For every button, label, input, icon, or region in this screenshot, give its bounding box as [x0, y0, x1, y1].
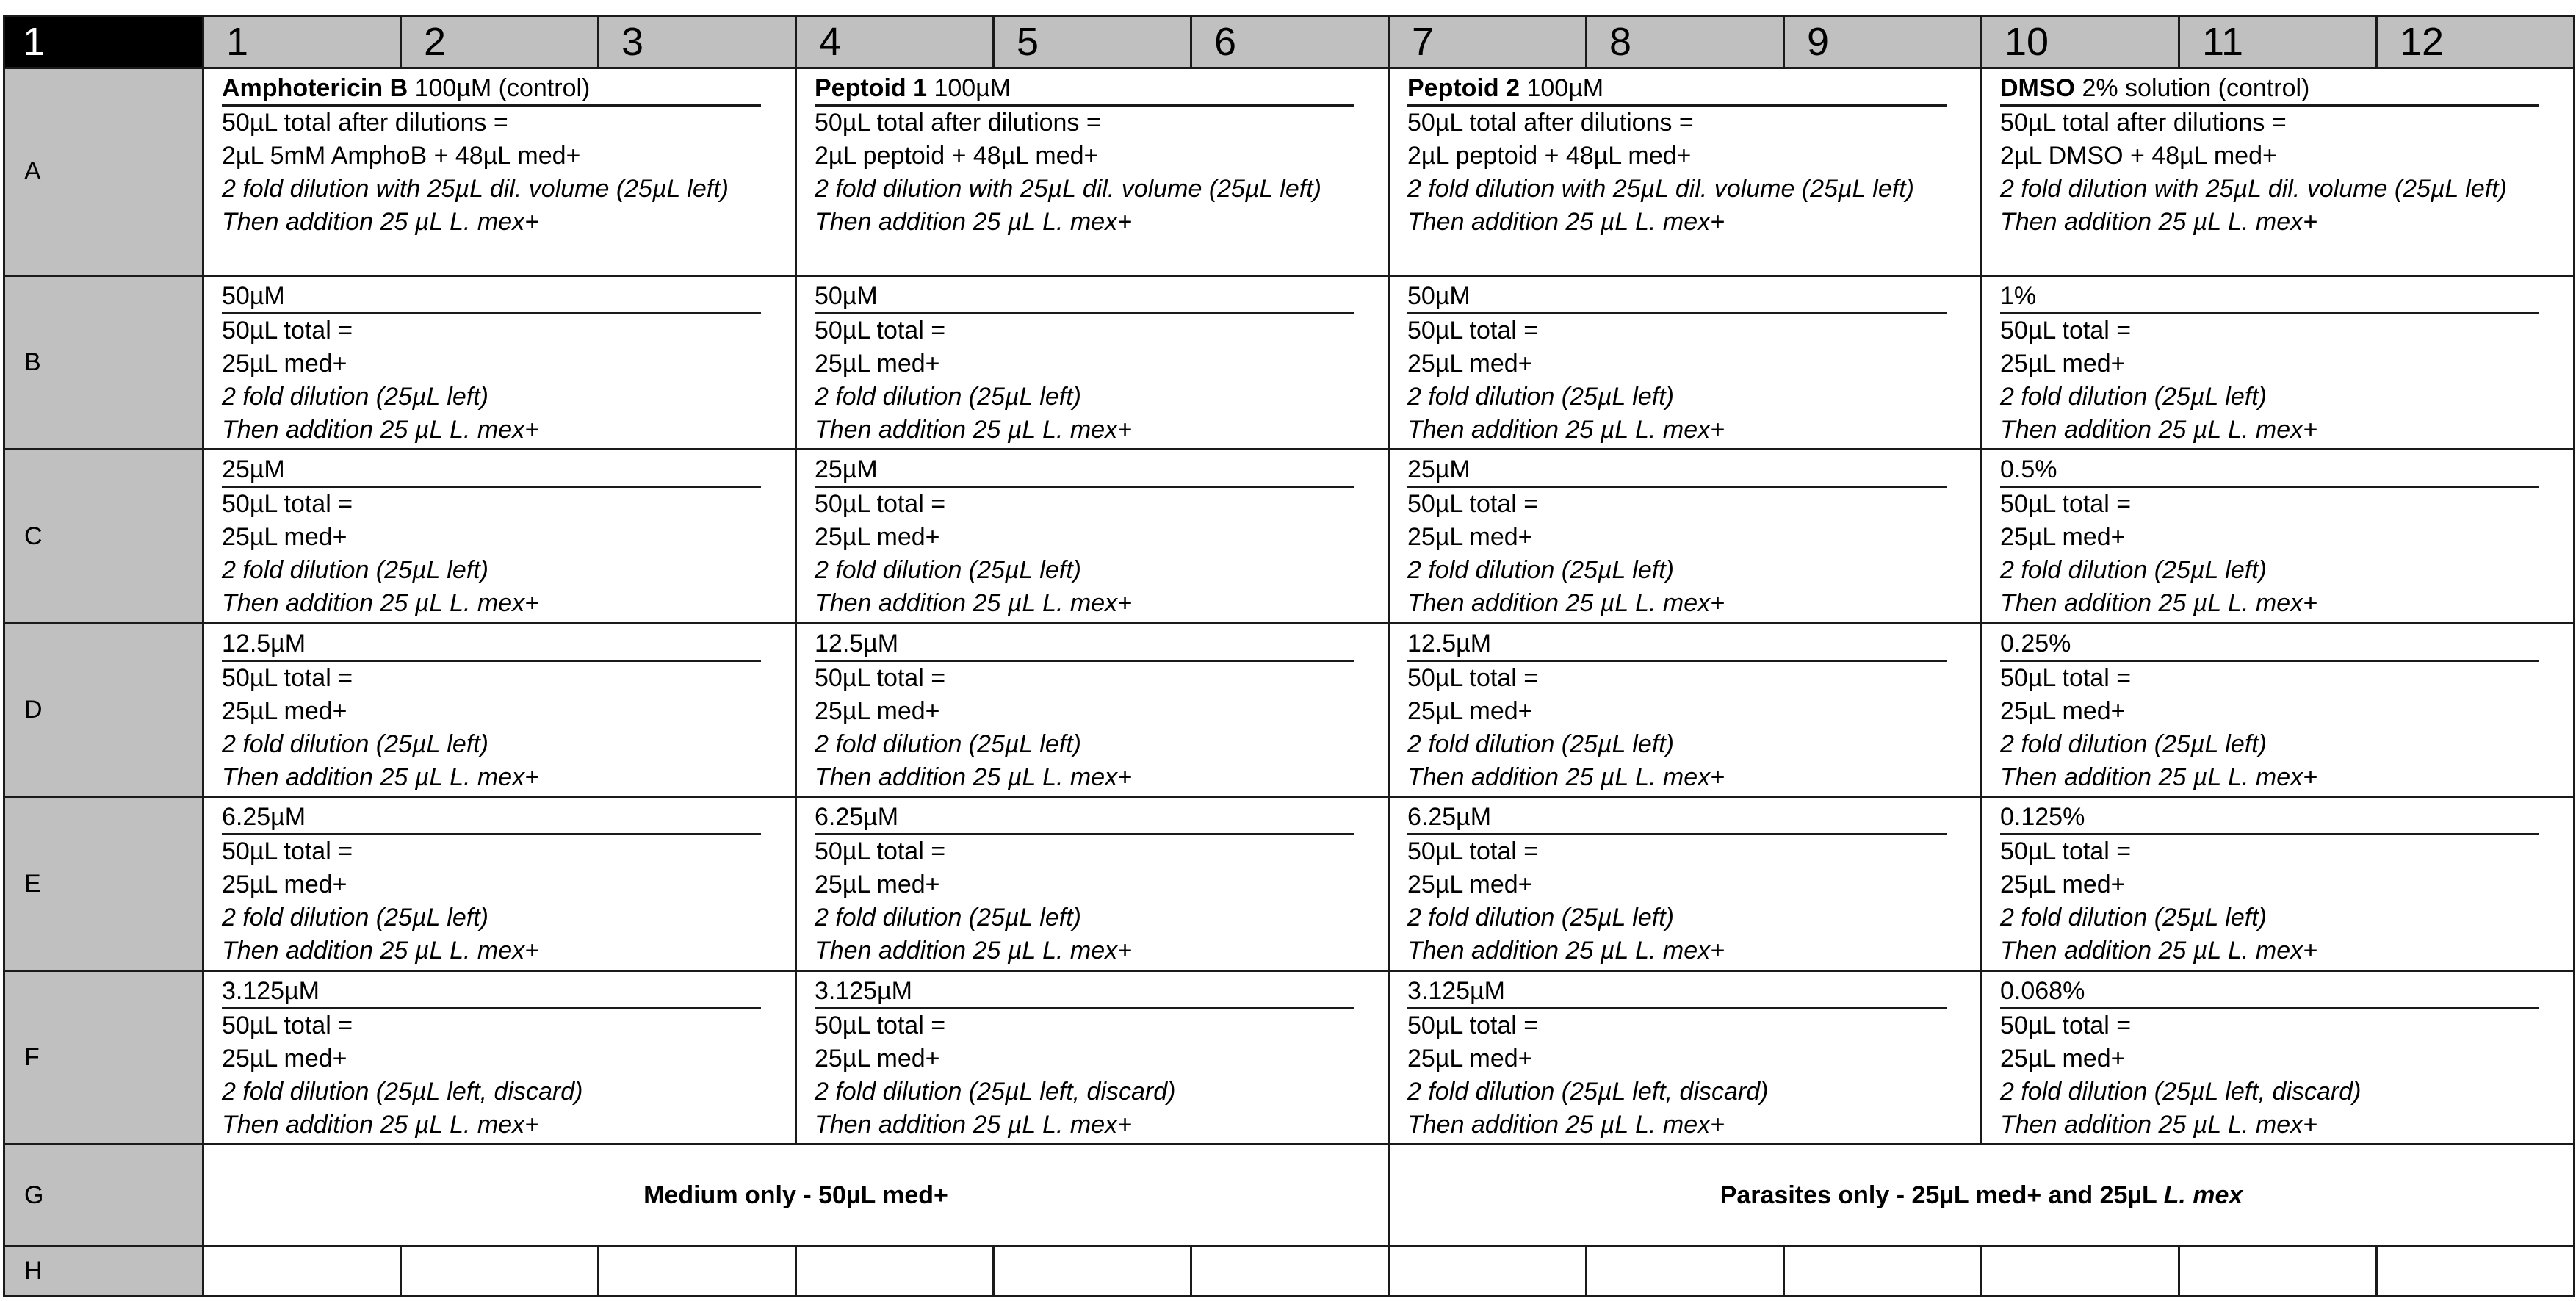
well-line: 25µL med+: [815, 349, 940, 378]
well-line: 25µL med+: [1407, 871, 1533, 899]
well-line: 2 fold dilution (25µL left): [1407, 729, 1674, 758]
well-line: 2 fold dilution (25µL left): [815, 729, 1081, 758]
well-concentration: 6.25µM: [222, 801, 761, 835]
well-line: 50µL total after dilutions =: [2000, 109, 2287, 137]
well-line: 25µL med+: [1407, 349, 1533, 378]
well-group-amphotericin-b: [203, 68, 796, 276]
well-line: 25µL med+: [1407, 696, 1533, 725]
well-concentration: 6.25µM: [1407, 801, 1947, 835]
well-line: 25µL med+: [815, 1044, 940, 1073]
well-concentration: 25µM: [1407, 453, 1947, 488]
well-group-peptoid-1: [796, 970, 1389, 1145]
well-group-dmso: [1982, 623, 2575, 797]
row-label: G: [4, 1145, 203, 1246]
well-concentration: 12.5µM: [1407, 627, 1947, 662]
well-group-dmso: [1982, 450, 2575, 624]
well-group-dmso: [1982, 970, 2575, 1145]
well-line: 2 fold dilution (25µL left): [2000, 556, 2267, 585]
well-concentration: 50µM: [1407, 280, 1947, 314]
well-concentration: Peptoid 2 100µM: [1407, 72, 1947, 107]
well-group-peptoid-2: [1389, 623, 1982, 797]
well-line: Then addition 25 µL L. mex+: [815, 1110, 1132, 1139]
well-line: 50µL total after dilutions =: [815, 109, 1101, 137]
well-line: 2µL 5mM AmphoB + 48µL med+: [222, 142, 581, 170]
column-header: 7: [1389, 16, 1587, 68]
well-line: 50µL total =: [2000, 490, 2132, 519]
empty-well: [994, 1246, 1191, 1296]
well-line: 2 fold dilution (25µL left): [815, 382, 1081, 411]
plate-row-f: [4, 970, 2575, 1145]
well-group-peptoid-2: [1389, 450, 1982, 624]
well-line: 2µL DMSO + 48µL med+: [2000, 142, 2277, 170]
plate-row-g: [4, 1145, 2575, 1246]
well-line: 2 fold dilution (25µL left): [815, 556, 1081, 585]
well-line: 50µL total =: [2000, 316, 2132, 345]
column-header: 12: [2377, 16, 2575, 68]
well-line: 25µL med+: [815, 696, 940, 725]
column-header: 11: [2179, 16, 2377, 68]
well-line: Then addition 25 µL L. mex+: [2000, 208, 2317, 237]
well-line: 25µL med+: [222, 1044, 347, 1073]
well-line: 50µL total =: [1407, 490, 1539, 519]
well-line: Then addition 25 µL L. mex+: [815, 415, 1132, 444]
well-line: 50µL total =: [222, 663, 353, 692]
well-concentration: 25µM: [222, 453, 761, 488]
well-group-dmso: [1982, 797, 2575, 971]
plate-row-h: [4, 1246, 2575, 1296]
well-line: 50µL total after dilutions =: [1407, 109, 1694, 137]
well-line: Then addition 25 µL L. mex+: [1407, 589, 1725, 618]
well-group-amphotericin-b: [203, 797, 796, 971]
well-group-peptoid-2: [1389, 275, 1982, 450]
plate-layout-table: [3, 15, 2575, 1297]
well-line: 2 fold dilution (25µL left): [2000, 904, 2267, 932]
well-line: 2 fold dilution (25µL left): [222, 382, 488, 411]
well-line: Then addition 25 µL L. mex+: [1407, 1110, 1725, 1139]
empty-well: [401, 1246, 599, 1296]
well-line: Then addition 25 µL L. mex+: [1407, 415, 1725, 444]
well-line: 50µL total =: [815, 1011, 946, 1039]
well-line: 50µL total =: [1407, 316, 1539, 345]
well-line: 2 fold dilution with 25µL dil. volume (25µL left): [222, 175, 729, 203]
well-line: 2 fold dilution (25µL left): [1407, 382, 1674, 411]
well-concentration: Peptoid 1 100µM: [815, 72, 1354, 107]
empty-well: [1982, 1246, 2179, 1296]
empty-well: [1389, 1246, 1587, 1296]
well-line: Then addition 25 µL L. mex+: [222, 763, 539, 791]
well-group-peptoid-2: [1389, 970, 1982, 1145]
well-line: 2 fold dilution with 25µL dil. volume (25µL left): [815, 175, 1321, 203]
well-line: Then addition 25 µL L. mex+: [1407, 208, 1725, 237]
well-line: 2 fold dilution (25µL left, discard): [815, 1077, 1176, 1106]
well-group-peptoid-1: [796, 450, 1389, 624]
plate-row-e: [4, 797, 2575, 971]
well-line: 50µL total =: [222, 837, 353, 866]
well-line: 2 fold dilution (25µL left, discard): [222, 1077, 583, 1106]
empty-well: [796, 1246, 994, 1296]
well-group-peptoid-1: [796, 275, 1389, 450]
well-group-peptoid-1: [796, 68, 1389, 276]
well-group-dmso: [1982, 68, 2575, 276]
column-header: 5: [994, 16, 1191, 68]
well-line: Then addition 25 µL L. mex+: [815, 208, 1132, 237]
corner-cell: 1: [4, 16, 203, 68]
plate-row-c: [4, 450, 2575, 624]
well-line: 25µL med+: [2000, 349, 2126, 378]
well-line: 50µL total =: [222, 490, 353, 519]
empty-well: [599, 1246, 796, 1296]
well-line: 25µL med+: [222, 349, 347, 378]
well-concentration: 50µM: [222, 280, 761, 314]
well-line: 25µL med+: [815, 871, 940, 899]
well-line: 25µL med+: [222, 871, 347, 899]
well-concentration: Amphotericin B 100µM (control): [222, 72, 761, 107]
well-line: 50µL total =: [2000, 1011, 2132, 1039]
well-line: 25µL med+: [1407, 1044, 1533, 1073]
well-group-amphotericin-b: [203, 450, 796, 624]
well-line: 2 fold dilution with 25µL dil. volume (25µL left): [2000, 175, 2507, 203]
well-line: 2 fold dilution (25µL left, discard): [1407, 1077, 1769, 1106]
well-concentration: DMSO 2% solution (control): [2000, 72, 2539, 107]
well-line: Then addition 25 µL L. mex+: [2000, 937, 2317, 965]
empty-well: [2179, 1246, 2377, 1296]
well-line: Then addition 25 µL L. mex+: [1407, 763, 1725, 791]
column-header: 8: [1587, 16, 1784, 68]
column-header: 2: [401, 16, 599, 68]
row-label: E: [4, 797, 203, 971]
well-line: 50µL total =: [2000, 663, 2132, 692]
compound-name: Amphotericin B: [222, 74, 408, 103]
well-concentration: 50µM: [815, 280, 1354, 314]
column-header: 1: [203, 16, 401, 68]
empty-well: [203, 1246, 401, 1296]
well-concentration: 12.5µM: [222, 627, 761, 662]
compound-name: Peptoid 1: [815, 74, 928, 103]
well-line: Then addition 25 µL L. mex+: [1407, 937, 1725, 965]
compound-name: Peptoid 2: [1407, 74, 1520, 103]
well-line: 2µL peptoid + 48µL med+: [1407, 142, 1692, 170]
well-concentration: 3.125µM: [815, 975, 1354, 1009]
empty-well: [2377, 1246, 2575, 1296]
well-line: Then addition 25 µL L. mex+: [222, 208, 539, 237]
well-line: 50µL total =: [1407, 837, 1539, 866]
medium-only-cell: Medium only - 50µL med+: [203, 1145, 1389, 1246]
well-line: 25µL med+: [222, 523, 347, 552]
well-line: Then addition 25 µL L. mex+: [222, 1110, 539, 1139]
well-group-amphotericin-b: [203, 623, 796, 797]
well-group-peptoid-2: [1389, 797, 1982, 971]
empty-well: [1784, 1246, 1982, 1296]
well-line: Then addition 25 µL L. mex+: [2000, 589, 2317, 618]
species-name: L. mex: [2163, 1181, 2243, 1209]
well-line: 2 fold dilution with 25µL dil. volume (25µL left): [1407, 175, 1914, 203]
well-line: 50µL total =: [2000, 837, 2132, 866]
well-line: 2 fold dilution (25µL left): [2000, 382, 2267, 411]
well-concentration: 3.125µM: [222, 975, 761, 1009]
column-header: 4: [796, 16, 994, 68]
well-concentration: 3.125µM: [1407, 975, 1947, 1009]
column-header: 6: [1191, 16, 1389, 68]
well-group-peptoid-1: [796, 797, 1389, 971]
plate-row-a: [4, 68, 2575, 276]
well-line: 25µL med+: [2000, 871, 2126, 899]
well-concentration: 25µM: [815, 453, 1354, 488]
empty-well: [1191, 1246, 1389, 1296]
column-header-row: [4, 16, 2575, 68]
well-line: 50µL total =: [815, 316, 946, 345]
column-header: 10: [1982, 16, 2179, 68]
well-concentration: 1%: [2000, 280, 2539, 314]
column-header: 9: [1784, 16, 1982, 68]
well-line: Then addition 25 µL L. mex+: [222, 589, 539, 618]
well-line: 2 fold dilution (25µL left, discard): [2000, 1077, 2362, 1106]
well-line: 50µL total =: [1407, 1011, 1539, 1039]
well-line: Then addition 25 µL L. mex+: [2000, 415, 2317, 444]
well-line: 25µL med+: [2000, 696, 2126, 725]
well-concentration: 0.5%: [2000, 453, 2539, 488]
well-line: 2 fold dilution (25µL left): [222, 904, 488, 932]
well-line: Then addition 25 µL L. mex+: [2000, 763, 2317, 791]
well-line: 25µL med+: [2000, 523, 2126, 552]
row-label: C: [4, 450, 203, 624]
well-line: Then addition 25 µL L. mex+: [222, 415, 539, 444]
row-label: F: [4, 970, 203, 1145]
well-line: Then addition 25 µL L. mex+: [815, 763, 1132, 791]
well-line: 2 fold dilution (25µL left): [1407, 556, 1674, 585]
well-line: Then addition 25 µL L. mex+: [2000, 1110, 2317, 1139]
well-group-dmso: [1982, 275, 2575, 450]
well-group-amphotericin-b: [203, 970, 796, 1145]
well-line: 2µL peptoid + 48µL med+: [815, 142, 1099, 170]
well-line: 25µL med+: [815, 523, 940, 552]
well-line: 2 fold dilution (25µL left): [222, 556, 488, 585]
plate-row-d: [4, 623, 2575, 797]
well-line: 25µL med+: [2000, 1044, 2126, 1073]
well-line: 50µL total =: [222, 316, 353, 345]
well-line: 50µL total =: [1407, 663, 1539, 692]
well-concentration: 0.25%: [2000, 627, 2539, 662]
well-line: 50µL total after dilutions =: [222, 109, 508, 137]
well-line: Then addition 25 µL L. mex+: [222, 937, 539, 965]
row-label: D: [4, 623, 203, 797]
well-concentration: 12.5µM: [815, 627, 1354, 662]
well-line: Then addition 25 µL L. mex+: [815, 937, 1132, 965]
well-line: 50µL total =: [815, 837, 946, 866]
well-concentration: 6.25µM: [815, 801, 1354, 835]
well-line: 2 fold dilution (25µL left): [815, 904, 1081, 932]
well-group-peptoid-1: [796, 623, 1389, 797]
well-line: 50µL total =: [222, 1011, 353, 1039]
well-line: 50µL total =: [815, 490, 946, 519]
row-label: H: [4, 1246, 203, 1296]
well-group-amphotericin-b: [203, 275, 796, 450]
column-header: 3: [599, 16, 796, 68]
well-line: 25µL med+: [1407, 523, 1533, 552]
well-line: 50µL total =: [815, 663, 946, 692]
plate-row-b: [4, 275, 2575, 450]
empty-well: [1587, 1246, 1784, 1296]
well-line: 25µL med+: [222, 696, 347, 725]
well-concentration: 0.125%: [2000, 801, 2539, 835]
well-line: 2 fold dilution (25µL left): [2000, 729, 2267, 758]
compound-name: DMSO: [2000, 74, 2075, 103]
well-line: 2 fold dilution (25µL left): [222, 729, 488, 758]
well-line: 2 fold dilution (25µL left): [1407, 904, 1674, 932]
well-line: Then addition 25 µL L. mex+: [815, 589, 1132, 618]
row-label: A: [4, 68, 203, 276]
well-group-peptoid-2: [1389, 68, 1982, 276]
row-label: B: [4, 275, 203, 450]
well-concentration: 0.068%: [2000, 975, 2539, 1009]
parasites-only-cell: Parasites only - 25µL med+ and 25µL L. mex: [1389, 1145, 2575, 1246]
